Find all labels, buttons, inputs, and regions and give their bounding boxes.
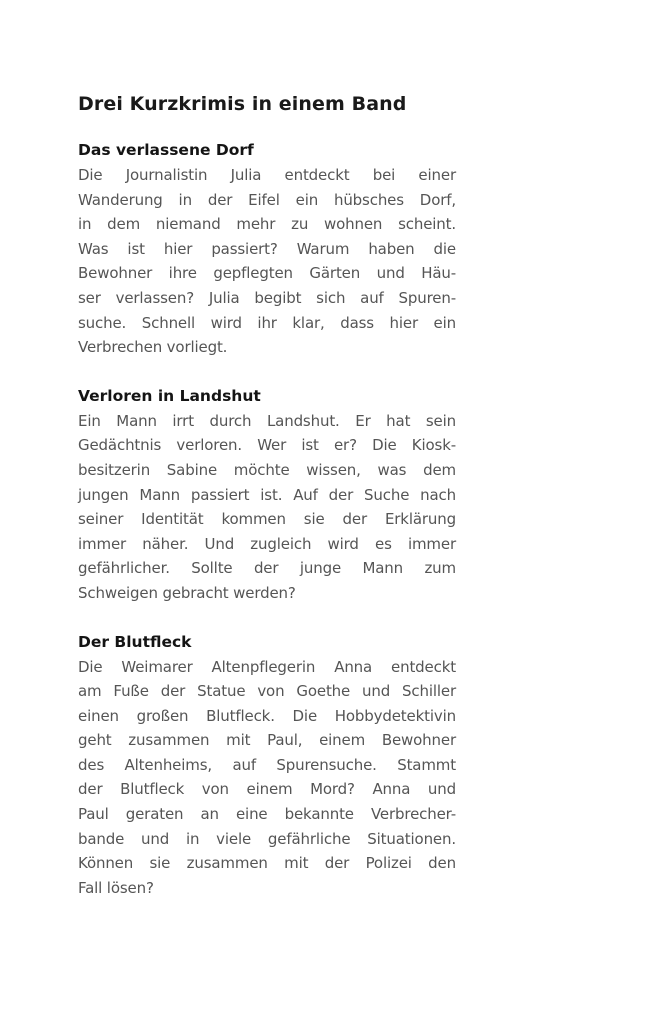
- text-line: suche. Schnell wird ihr klar, dass hier ein: [78, 313, 456, 332]
- section-body: [78, 163, 456, 360]
- text-line: besitzerin Sabine möchte wissen, was dem: [78, 460, 456, 479]
- section-heading: Verloren in Landshut: [78, 386, 261, 405]
- text-line: Paul geraten an eine bekannte Verbrecher-: [78, 805, 456, 824]
- text-line: in dem niemand mehr zu wohnen scheint.: [78, 215, 456, 234]
- text-line: jungen Mann passiert ist. Auf der Suche nach: [78, 485, 456, 504]
- section-heading: Das verlassene Dorf: [78, 141, 254, 159]
- text-line: Bewohner ihre gepflegten Gärten und Häu-: [78, 264, 456, 283]
- text-line: Können sie zusammen mit der Polizei den: [78, 854, 456, 873]
- text-line: immer näher. Und zugleich wird es immer: [78, 534, 456, 553]
- text-line: ser verlassen? Julia begibt sich auf Spuren-: [78, 288, 456, 307]
- section-heading: Der Blutfleck: [78, 632, 192, 651]
- text-line: Verbrechen vorliegt.: [78, 338, 228, 357]
- book-blurb-page: [78, 90, 456, 924]
- section-body: [78, 655, 456, 901]
- text-line: Wanderung in der Eifel ein hübsches Dorf,: [78, 190, 456, 209]
- text-line: Die Weimarer Altenpflegerin Anna entdeckt: [78, 657, 456, 676]
- text-line: bande und in viele gefährliche Situationen.: [78, 829, 456, 848]
- text-line: seiner Identität kommen sie der Erklärung: [78, 510, 456, 529]
- text-line: am Fuße der Statue von Goethe und Schiller: [78, 682, 456, 701]
- text-line: Was ist hier passiert? Warum haben die: [78, 239, 456, 258]
- story-section-verloren-in-landshut: [78, 384, 456, 606]
- text-line: Fall lösen?: [78, 878, 154, 897]
- story-section-der-blutfleck: [78, 630, 456, 901]
- text-line: der Blutfleck von einem Mord? Anna und: [78, 780, 456, 799]
- text-line: Ein Mann irrt durch Landshut. Er hat sein: [78, 411, 456, 430]
- text-line: Die Journalistin Julia entdeckt bei einer: [78, 166, 456, 184]
- page-title: Drei Kurzkrimis in einem Band: [78, 93, 407, 115]
- text-line: geht zusammen mit Paul, einem Bewohner: [78, 731, 456, 750]
- section-body: [78, 409, 456, 606]
- text-line: Schweigen gebracht werden?: [78, 583, 296, 602]
- text-line: des Altenheims, auf Spurensuche. Stammt: [78, 755, 456, 774]
- text-line: einen großen Blutfleck. Die Hobbydetektivin: [78, 706, 456, 725]
- story-section-das-verlassene-dorf: [78, 138, 456, 360]
- text-line: Gedächtnis verloren. Wer ist er? Die Kiosk-: [78, 436, 456, 455]
- text-line: gefährlicher. Sollte der junge Mann zum: [78, 559, 456, 578]
